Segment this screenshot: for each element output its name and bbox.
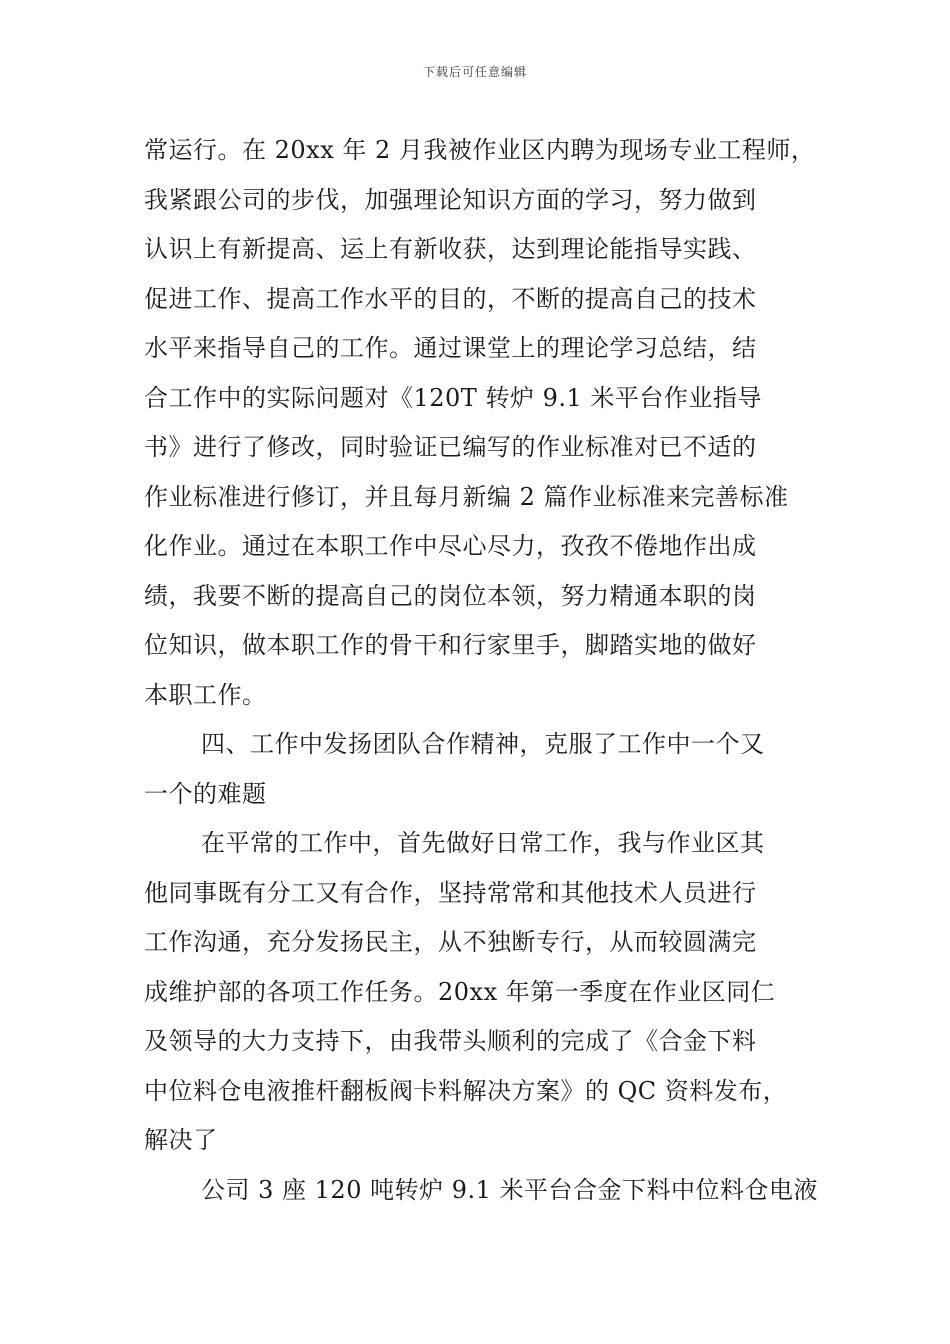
text-line: 一个的难题 [144,779,267,808]
text-line: 认识上有新提高、运上有新收获，达到理论能指导实践、 [144,235,757,263]
text-line: 在平常的工作中，首先做好日常工作，我与作业区其 [201,829,765,857]
text-line: 我紧跟公司的步伐，加强理论知识方面的学习，努力做到 [144,185,757,214]
text-line: 中位料仓电液推杆翻板阀卡料解决方案》的 QC 资料发布， [144,1076,788,1105]
text-line: 作业标准进行修订，并且每月新编 2 篇作业标准来完善标准 [144,482,789,511]
text-line: 常运行。在 20xx 年 2 月我被作业区内聘为现场专业工程师， [144,136,816,164]
text-line: 成维护部的各项工作任务。20xx 年第一季度在作业区同仁 [144,977,776,1006]
text-line: 水平来指导自己的工作。通过课堂上的理论学习总结，结 [144,334,757,362]
text-line: 公司 3 座 120 吨转炉 9.1 米平台合金下料中位料仓电液 [201,1175,819,1204]
text-line: 促进工作、提高工作水平的目的，不断的提高自己的技术 [144,284,757,313]
page-header-note: 下载后可任意编辑 [422,65,527,79]
text-line: 本职工作。 [144,680,267,709]
text-line: 及领导的大力支持下，由我带头顺利的完成了《合金下料 [144,1027,757,1055]
text-line: 四、工作中发扬团队合作精神，克服了工作中一个又 [201,730,765,758]
text-line: 解决了 [144,1126,218,1154]
text-line: 化作业。通过在本职工作中尽心尽力，孜孜不倦地作出成 [144,532,757,560]
text-line: 书》进行了修改，同时验证已编写的作业标准对已不适的 [144,433,757,461]
text-line: 位知识，做本职工作的骨干和行家里手，脚踏实地的做好 [144,631,757,659]
text-line: 工作沟通，充分发扬民主，从不独断专行，从而较圆满完 [144,928,757,956]
document-body [144,126,819,1215]
text-line: 绩，我要不断的提高自己的岗位本领，努力精通本职的岗 [144,581,757,610]
text-line: 合工作中的实际问题对《120T 转炉 9.1 米平台作业指导 [144,383,762,412]
text-line: 他同事既有分工又有合作，坚持常常和其他技术人员进行 [144,878,757,907]
